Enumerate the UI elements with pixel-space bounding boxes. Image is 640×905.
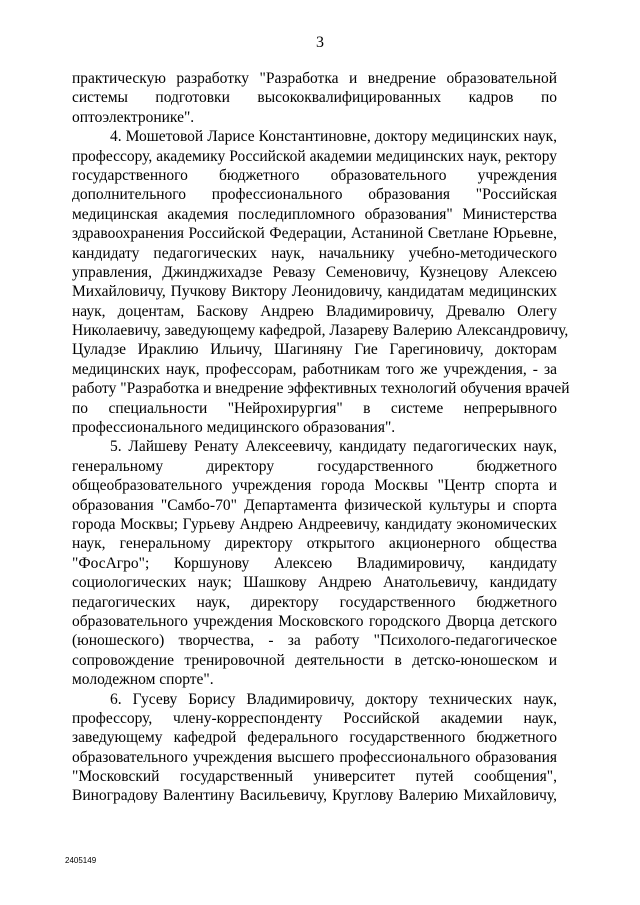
text-line: государственного бюджетного образовательного учреждения: [72, 166, 557, 184]
text-line: оптоэлектронике".: [72, 108, 195, 126]
text-line: профессору, академику Российской академии медицинских наук, ректору: [72, 147, 557, 165]
text-line: по специальности "Нейрохирургия" в системе непрерывного: [72, 399, 557, 417]
text-line: (юношеского) творчества, - за работу "Психолого-педагогическое: [72, 632, 557, 650]
text-line: общеобразовательного учреждения города Москвы "Центр спорта и: [72, 477, 557, 495]
text-line: медицинских наук, профессорам, работникам того же учреждения, - за: [72, 360, 557, 378]
text-line: профессионального медицинского образования".: [72, 419, 396, 437]
text-line: города Москвы; Гурьеву Андрею Андреевичу, кандидату экономических: [72, 515, 557, 533]
text-line: молодежном спорте".: [72, 671, 214, 689]
text-line: Цуладзе Ираклию Ильичу, Шагиняну Гие Гарегиновичу, докторам: [72, 341, 557, 359]
text-line: медицинская академия последипломного образования" Министерства: [72, 205, 557, 223]
text-line: 6. Гусеву Борису Владимировичу, доктору технических наук,: [110, 690, 557, 708]
text-line: образовательного учреждения Московского городского Дворца детского: [72, 612, 557, 630]
text-line: управления, Джинджихадзе Ревазу Семеновичу, Кузнецову Алексею: [72, 263, 557, 281]
text-line: системы подготовки высококвалифицированных кадров по: [72, 89, 557, 107]
text-line: образования "Самбо-70" Департамента физической культуры и спорта: [72, 496, 557, 514]
text-line: сопровождение тренировочной деятельности в детско-юношеском и: [72, 651, 557, 669]
text-line: Михайловичу, Пучкову Виктору Леонидовичу, кандидатам медицинских: [72, 283, 557, 301]
text-line: профессору, члену-корреспонденту Российской академии наук,: [72, 709, 557, 727]
text-line: здравоохранения Российской Федерации, Астаниной Светлане Юрьевне,: [72, 225, 557, 243]
text-line: наук, доцентам, Баскову Андрею Владимировичу, Древалю Олегу: [72, 302, 557, 320]
text-line: работу "Разработка и внедрение эффективных технологий обучения врачей: [72, 380, 570, 398]
text-line: 4. Мошетовой Ларисе Константиновне, доктору медицинских наук,: [110, 128, 557, 146]
document-body: [72, 69, 570, 806]
page-number: 3: [316, 34, 324, 51]
text-line: педагогических наук, директору государственного бюджетного: [72, 593, 557, 611]
text-line: генеральному директору государственного бюджетного: [72, 457, 557, 475]
text-line: практическую разработку "Разработка и внедрение образовательной: [72, 70, 557, 87]
document-code: 2405149: [65, 856, 97, 865]
text-line: социологических наук; Шашкову Андрею Анатольевичу, кандидату: [72, 574, 557, 592]
text-line: "Московский государственный университет путей сообщения",: [72, 768, 557, 786]
text-line: наук, генеральному директору открытого акционерного общества: [72, 535, 557, 553]
text-line: 5. Лайшеву Ренату Алексеевичу, кандидату педагогических наук,: [110, 438, 557, 456]
text-line: дополнительного профессионального образования "Российская: [72, 186, 557, 204]
text-line: заведующему кафедрой федерального государственного бюджетного: [72, 729, 557, 747]
text-line: кандидату педагогических наук, начальнику учебно-методического: [72, 244, 557, 262]
text-line: "ФосАгро"; Коршунову Алексею Владимировичу, кандидату: [72, 554, 557, 572]
text-line: Николаевичу, заведующему кафедрой, Лазареву Валерию Александровичу,: [72, 322, 569, 340]
text-line: Виноградову Валентину Васильевичу, Круглову Валерию Михайловичу,: [72, 787, 557, 805]
text-line: образовательного учреждения высшего профессионального образования: [72, 748, 557, 766]
